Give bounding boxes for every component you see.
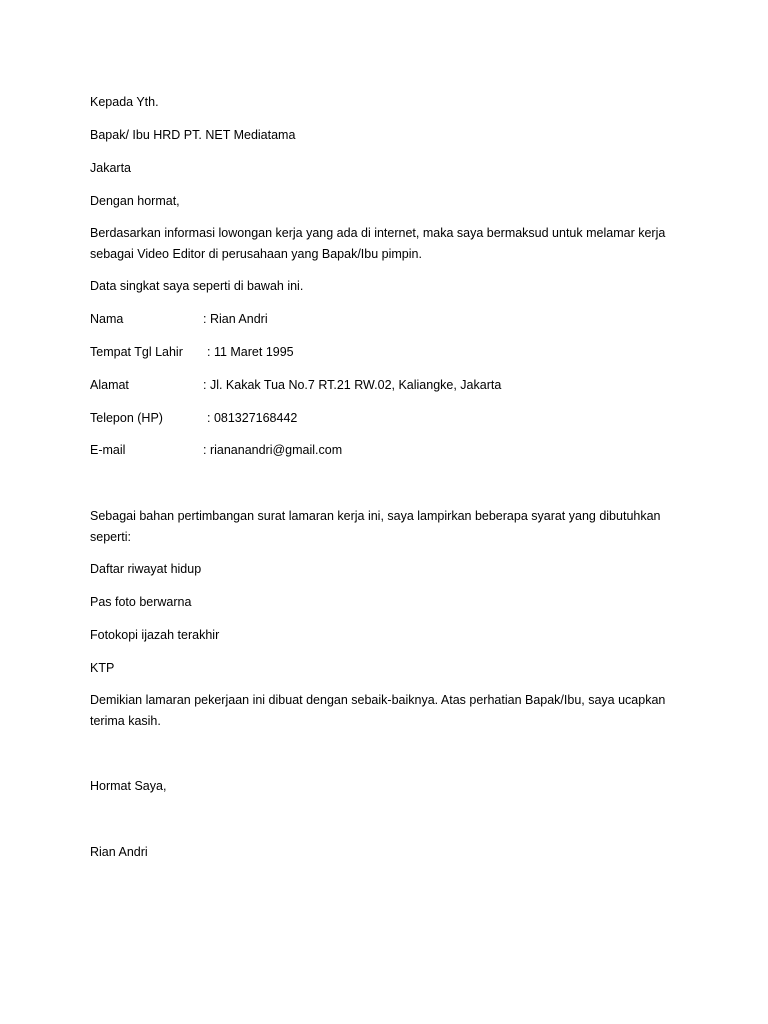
field-label: Alamat [90, 378, 129, 392]
attachment-item: Pas foto berwarna [90, 595, 192, 609]
addressee: Bapak/ Ibu HRD PT. NET Mediatama [90, 128, 296, 142]
closing-line-1: Demikian lamaran pekerjaan ini dibuat dengan sebaik-baiknya. Atas perhatian Bapak/Ibu, saya ucapkan [90, 693, 666, 707]
intro-paragraph [90, 223, 690, 265]
attachment-item: Daftar riwayat hidup [90, 562, 202, 576]
attachment-item: KTP [90, 661, 115, 675]
field-value: : 11 Maret 1995 [207, 345, 294, 359]
attachments-intro [90, 506, 690, 548]
field-value: : Rian Andri [203, 312, 268, 326]
data-intro: Data singkat saya seperti di bawah ini. [90, 279, 304, 293]
closing-paragraph [90, 690, 690, 732]
field-value: : riananandri@gmail.com [203, 443, 343, 457]
intro-line-2: sebagai Video Editor di perusahaan yang Bapak/Ibu pimpin. [90, 247, 422, 261]
attachments-intro-line-1: Sebagai bahan pertimbangan surat lamaran kerja ini, saya lampirkan beberapa syarat yang dibutuhkan [90, 509, 661, 523]
attachment-item: Fotokopi ijazah terakhir [90, 628, 220, 642]
field-value: : Jl. Kakak Tua No.7 RT.21 RW.02, Kaliangke, Jakarta [203, 378, 502, 392]
field-label: Telepon (HP) [90, 411, 163, 425]
attachments-intro-line-2: seperti: [90, 530, 131, 544]
closing-line-2: terima kasih. [90, 714, 161, 728]
signoff: Hormat Saya, [90, 779, 167, 793]
field-label: Tempat Tgl Lahir [90, 345, 183, 359]
field-value: : 081327168442 [207, 411, 298, 425]
intro-line-1: Berdasarkan informasi lowongan kerja yang ada di internet, maka saya bermaksud untuk melamar kerja [90, 226, 666, 240]
greeting: Dengan hormat, [90, 194, 180, 208]
field-label: E-mail [90, 443, 126, 457]
salutation: Kepada Yth. [90, 95, 159, 109]
field-label: Nama [90, 312, 124, 326]
signature-name: Rian Andri [90, 845, 148, 859]
recipient-city: Jakarta [90, 161, 131, 175]
